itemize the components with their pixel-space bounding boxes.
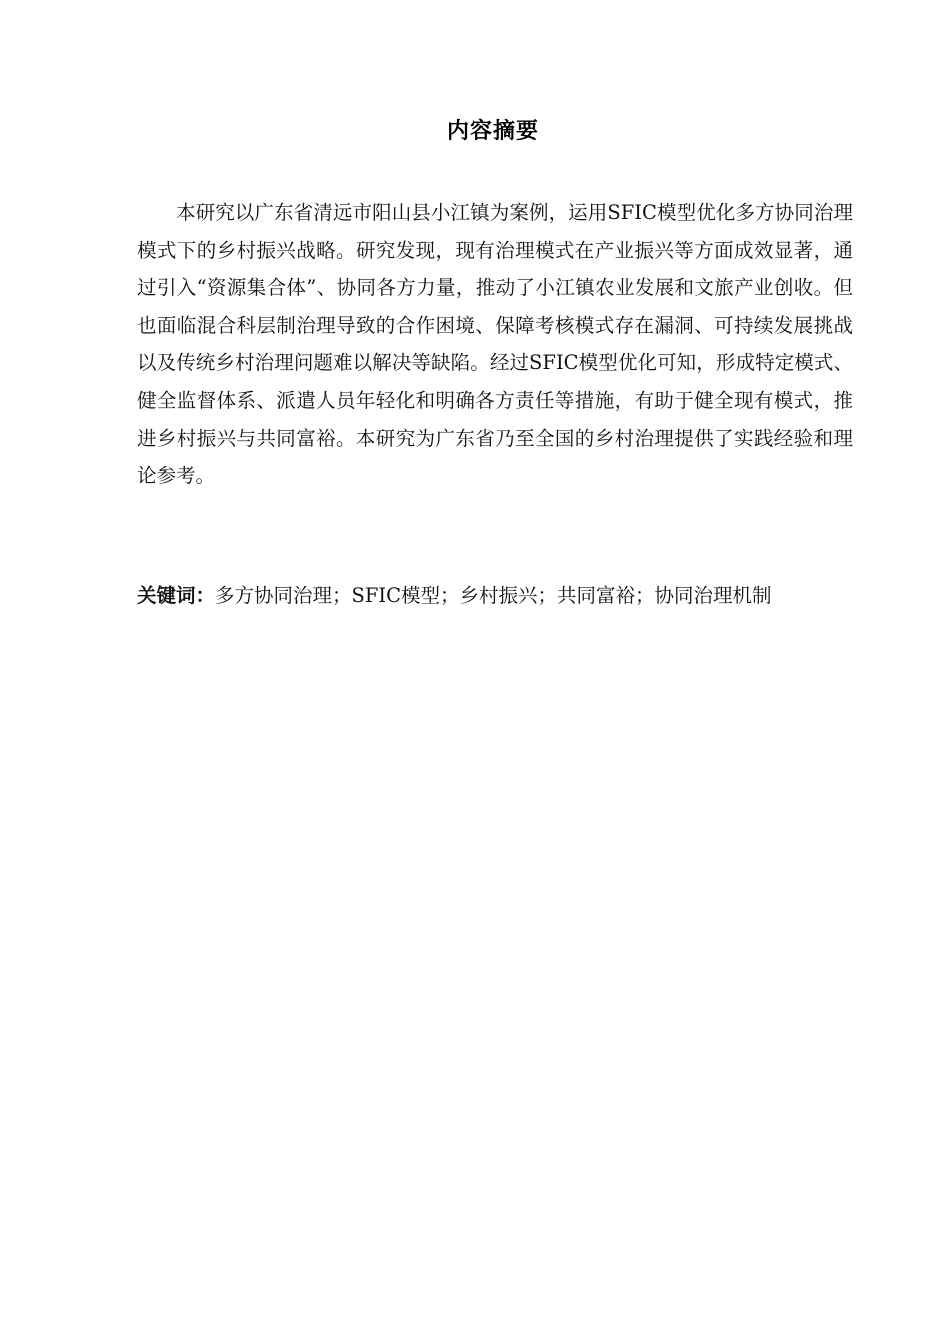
keywords-line (137, 577, 853, 615)
page-title: 内容摘要 (446, 119, 539, 144)
abstract-paragraph: 本研究以广东省清远市阳山县小江镇为案例，运用SFIC模型优化多方协同治理模式下的乡村振兴战略。研究发现，现有治理模式在产业振兴等方面成效显著，通过引入“资源集合体”、协同各方力量，推动了小江镇农业发展和文旅产业创收。但也面临混合科层制治理导致的合作困境、保障考核模式存在漏洞、可持续发展挑战以及传统乡村治理问题难以解决等缺陷。经过SFIC模型优化可知，形成特定模式、健全监督体系、派遣人员年轻化和明确各方责任等措施，有助于健全现有模式，推进乡村振兴与共同富裕。本研究为广东省乃至全国的乡村治理提供了实践经验和理论参考。 (137, 201, 853, 488)
keywords-text: 多方协同治理；SFIC模型；乡村振兴；共同富裕；协同治理机制 (215, 584, 772, 607)
keywords-label: 关键词： (137, 584, 216, 607)
